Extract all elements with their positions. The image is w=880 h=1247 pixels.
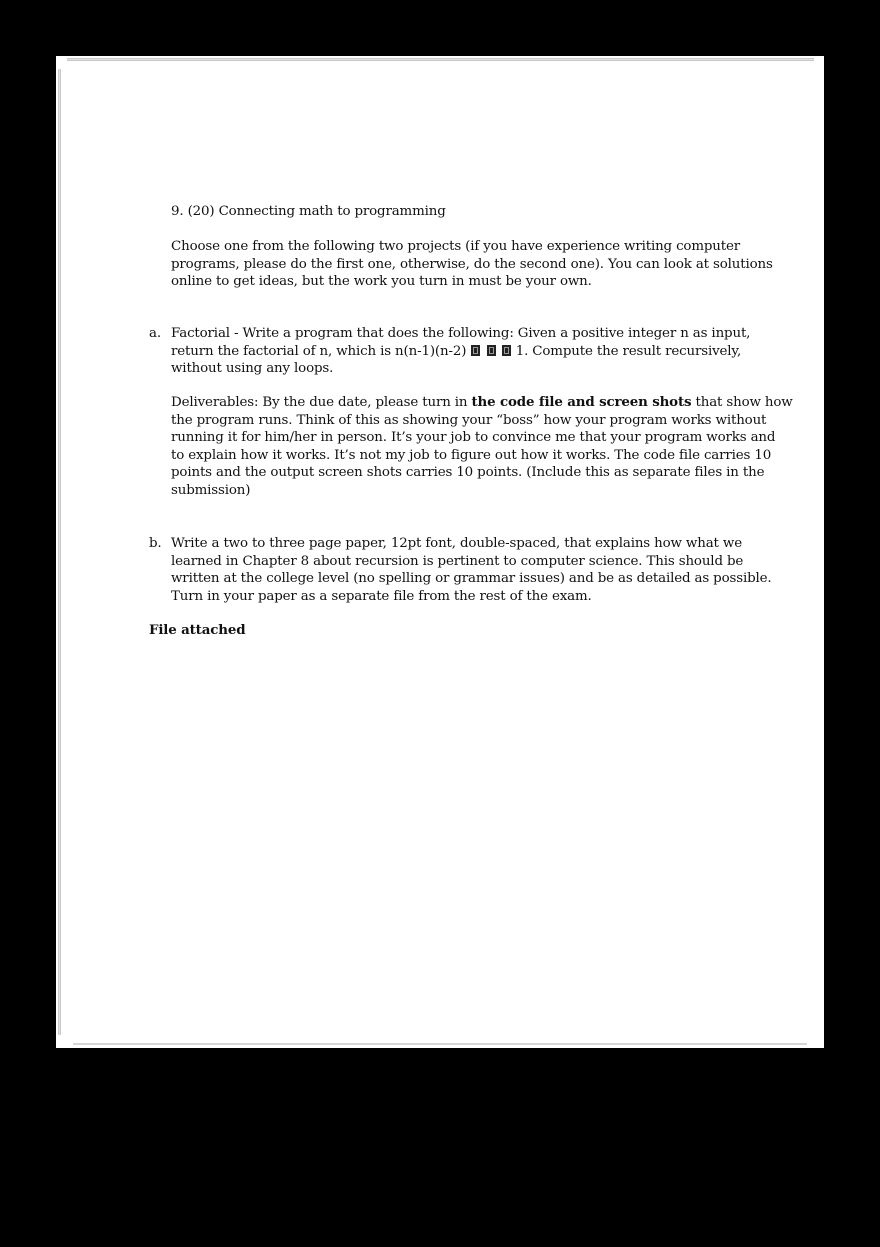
intro-line: online to get ideas, but the work you turn in must be your own. bbox=[171, 274, 592, 289]
deliverables-paragraph bbox=[171, 394, 793, 499]
intro-line: programs, please do the first one, otherwise, do the second one). You can look at solutions bbox=[171, 256, 773, 272]
intro-line: Choose one from the following two projects (if you have experience writing computer bbox=[171, 239, 741, 254]
deliverables-line: the program runs. Think of this as showing your “boss” how your program works without bbox=[171, 412, 767, 428]
deliverables-line: to explain how it works. It’s not my job to figure out how it works. The code file carries 10 bbox=[171, 447, 772, 463]
deliverables-line: submission) bbox=[171, 482, 251, 498]
option-a-paragraph bbox=[171, 325, 771, 378]
option-b-line: written at the college level (no spelling or grammar issues) and be as detailed as possible. bbox=[171, 571, 772, 586]
option-b-line: Turn in your paper as a separate file from the rest of the exam. bbox=[171, 588, 592, 604]
intro-paragraph bbox=[171, 238, 771, 291]
missing-glyph-icon bbox=[487, 345, 496, 356]
deliverables-line: points and the output screen shots carries 10 points. (Include this as separate files in the bbox=[171, 465, 765, 480]
option-b-line: learned in Chapter 8 about recursion is pertinent to computer science. This should be bbox=[171, 553, 744, 569]
missing-glyph-icon bbox=[471, 345, 480, 356]
page-edge-top-highlight bbox=[67, 59, 814, 60]
question-heading: 9. (20) Connecting math to programming bbox=[171, 204, 446, 219]
page-edge-left-highlight bbox=[59, 69, 60, 1035]
option-a-line: without using any loops. bbox=[171, 361, 334, 376]
deliverables-first-line bbox=[171, 394, 793, 412]
option-b-paragraph bbox=[171, 535, 771, 605]
option-a-text-before-glyphs: return the factorial of n, which is n(n-1)(n-2) bbox=[171, 343, 467, 359]
option-b-marker: b. bbox=[149, 536, 162, 551]
option-a-line-with-glyphs bbox=[171, 343, 771, 361]
deliverables-emphasis: the code file and screen shots bbox=[471, 394, 692, 410]
option-a-text-after-glyphs: 1. Compute the result recursively, bbox=[511, 343, 742, 359]
option-a-marker: a. bbox=[149, 326, 161, 341]
deliverables-prefix: Deliverables: By the due date, please turn in bbox=[171, 395, 472, 410]
option-b-line: Write a two to three page paper, 12pt font, double-spaced, that explains how what we bbox=[171, 536, 742, 551]
file-attached-label: File attached bbox=[149, 622, 246, 638]
deliverables-suffix: that show how bbox=[691, 395, 793, 410]
page-edge-bottom bbox=[73, 1043, 807, 1045]
option-a-line: Factorial - Write a program that does the following: Given a positive integer n as input, bbox=[171, 326, 751, 341]
deliverables-line: running it for him/her in person. It’s your job to convince me that your program works and bbox=[171, 430, 776, 445]
missing-glyph-icon bbox=[502, 345, 511, 356]
